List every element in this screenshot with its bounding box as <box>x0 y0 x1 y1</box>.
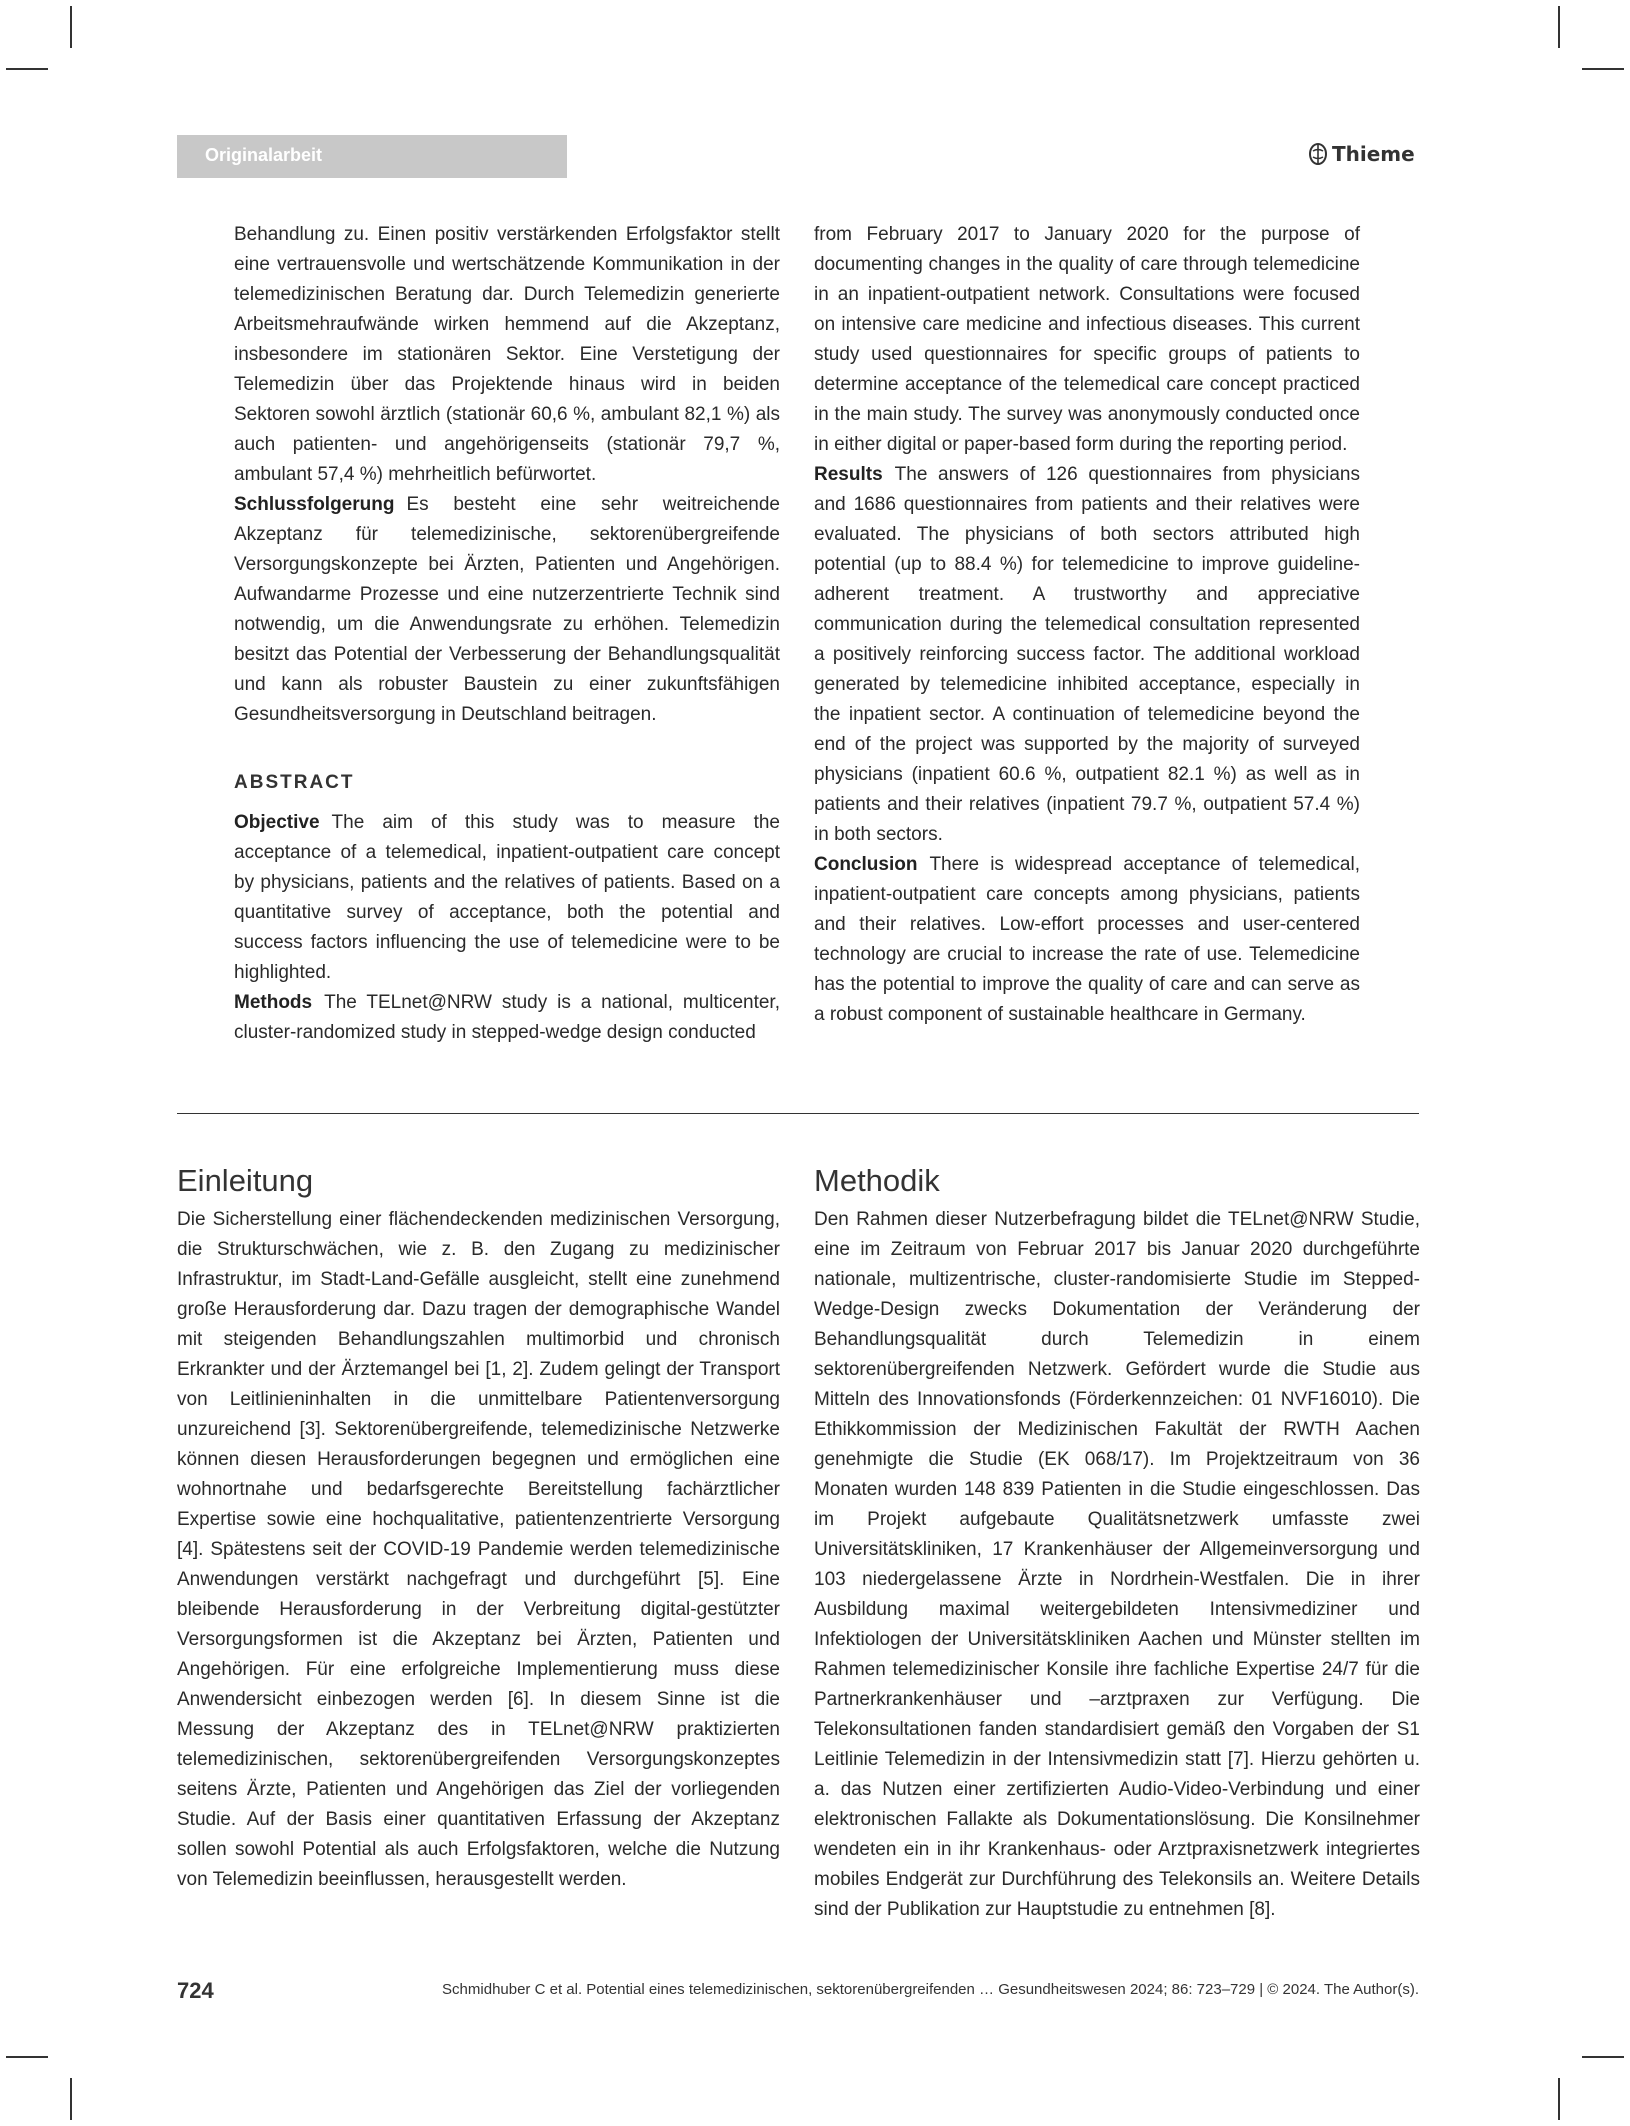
conclusion-text: There is widespread acceptance of telemedical, inpatient-outpatient care concepts among physicians, patients and their relatives. Low-effort processes and user-centered technology are crucial to increase the rate of use. Telemedicine has the potential to improve the quality of care and can serve as a robust component of sustainable healthcare in Germany. <box>814 854 1360 1025</box>
abstract-heading: ABSTRACT <box>234 772 355 793</box>
crop-mark-bottom-left-horizontal <box>6 2056 48 2058</box>
methodik-text: Den Rahmen dieser Nutzerbefragung bildet die TELnet@NRW Studie, eine im Zeitraum von Februar 2017 bis Januar 2020 durchgeführte nationale, multizentrische, cluster-randomisierte Studie im Stepped-Wedge-Design zwecks Dokumentation der Veränderung der Behandlungsqualität durch Telemedizin in einem sektorenübergreifenden Netzwerk. Gefördert wurde die Studie aus Mitteln des Innovationsfonds (Förderkennzeichen: 01 NVF16010). Die Ethikkommission der Medizinischen Fakultät der RWTH Aachen genehmigte die Studie (EK 068/17). Im Projektzeitraum von 36 Monaten wurden 148 839 Patienten in die Studie eingeschlossen. Das im Projekt aufgebaute Qualitätsnetzwerk umfasste zwei Universitätskliniken, 17 Krankenhäuser der Allgemeinversorgung und 103 niedergelassene Ärzte in Nordrhein-Westfalen. Die in ihrer Ausbildung maximal weitergebildeten Intensivmediziner und Infektiologen der Universitätskliniken Aachen und Münster stellten im Rahmen telemedizinischer Konsile ihre fachliche Expertise 24/7 für die Partnerkrankenhäuser und –arztpraxen zur Verfügung. Die Telekonsultationen fanden standardisiert gemäß den Vorgaben der S1 Leitlinie Telemedizin in der Intensivmedizin statt [7]. Hierzu gehörten u. a. das Nutzen einer zertifizierten Audio-Video-Verbindung und einer elektronischen Fallakte als Dokumentationslösung. Die Konsilnehmer wendeten ein in ihr Krankenhaus- oder Arztpraxisnetzwerk integriertes mobiles Endgerät zur Durchführung des Telekonsils an. Weitere Details sind der Publikation zur Hauptstudie zu entnehmen [8]. <box>814 1209 1420 1920</box>
methods-text: The TELnet@NRW study is a national, multicenter, cluster-randomized study in stepped-wedge design conducted <box>234 992 780 1043</box>
einleitung-heading: Einleitung <box>177 1163 314 1198</box>
crop-mark-bottom-right-vertical <box>1558 2078 1560 2120</box>
ergebnisse-continuation: Behandlung zu. Einen positiv verstärkenden Erfolgsfaktor stellt eine vertrauensvolle und wertschätzende Kommunikation in der telemedizinischen Beratung dar. Durch Telemedizin generierte Arbeitsmehraufwände wirken hemmend auf die Akzeptanz, insbesondere im stationären Sektor. Eine Verstetigung der Telemedizin über das Projektende hinaus wird in beiden Sektoren sowohl ärztlich (stationär 60,6 %, ambulant 82,1 %) als auch patienten- und angehörigenseits (stationär 79,7 %, ambulant 57,4 %) mehrheitlich befürwortet. <box>234 224 780 485</box>
publisher-name: Thieme <box>1332 142 1415 166</box>
section-label: Originalarbeit <box>205 145 323 165</box>
schlussfolgerung-paragraph <box>234 490 780 730</box>
schlussfolgerung-label: Schlussfolgerung <box>234 494 395 515</box>
crop-mark-bottom-left-vertical <box>70 2078 72 2120</box>
crop-mark-top-left-horizontal <box>6 68 48 70</box>
section-divider <box>177 1113 1419 1114</box>
schlussfolgerung-text: Es besteht eine sehr weitreichende Akzeptanz für telemedizinische, sektorenübergreifende Versorgungskonzepte bei Ärzten, Patienten und Angehörigen. Aufwandarme Prozesse und eine nutzerzentrierte Technik sind notwendig, um die Anwendungsrate zu erhöhen. Telemedizin besitzt das Potential der Verbesserung der Behandlungsqualität und kann als robuster Baustein zu einer zukunftsfähigen Gesundheitsversorgung in Deutschland beitragen. <box>234 494 780 725</box>
objective-paragraph <box>234 808 780 988</box>
einleitung-text: Die Sicherstellung einer flächendeckenden medizinischen Versorgung, die Strukturschwächen, wie z. B. den Zugang zu medizinischer Infrastruktur, im Stadt-Land-Gefälle ausgleicht, stellt eine zunehmend große Herausforderung dar. Dazu tragen der demographische Wandel mit steigenden Behandlungszahlen multimorbid und chronisch Erkrankter und der Ärztemangel bei [1, 2]. Zudem gelingt der Transport von Leitlinieninhalten in die unmittelbare Patientenversorgung unzureichend [3]. Sektorenübergreifende, telemedizinische Netzwerke können diesen Herausforderungen begegnen und ermöglichen eine wohnortnahe und bedarfsgerechte Bereitstellung fachärztlicher Expertise sowie eine hochqualitative, patientenzentrierte Versorgung [4]. Spätestens seit der COVID-19 Pandemie werden telemedizinische Anwendungen verstärkt nachgefragt und durchgeführt [5]. Eine bleibende Herausforderung in der Verbreitung digital-gestützter Versorgungsformen ist die Akzeptanz bei Ärzten, Patienten und Angehörigen. Für eine erfolgreiche Implementierung muss diese Anwendersicht einbezogen werden [6]. In diesem Sinne ist die Messung der Akzeptanz des in TELnet@NRW praktizierten telemedizinischen, sektorenübergreifenden Versorgungskonzeptes seitens Ärzte, Patienten und Angehörigen das Ziel der vorliegenden Studie. Auf der Basis einer quantitativen Erfassung der Akzeptanz sollen sowohl Potential als auch Erfolgsfaktoren, welche die Nutzung von Telemedizin beeinflussen, herausgestellt werden. <box>177 1209 780 1890</box>
methods-continuation: from February 2017 to January 2020 for the purpose of documenting changes in the quality of care through telemedicine in an inpatient-outpatient network. Consultations were focused on intensive care medicine and infectious diseases. This current study used questionnaires for specific groups of patients to determine acceptance of the telemedical care concept practiced in the main study. The survey was anonymously conducted once in either digital or paper-based form during the reporting period. <box>814 224 1360 455</box>
crop-mark-bottom-right-horizontal <box>1582 2056 1624 2058</box>
methods-label: Methods <box>234 992 313 1013</box>
methods-paragraph <box>234 988 780 1048</box>
crop-mark-top-left-vertical <box>70 6 72 48</box>
methodik-section <box>814 1163 1420 1925</box>
results-text: The answers of 126 questionnaires from physicians and 1686 questionnaires from patients and their relatives were evaluated. The physicians of both sectors attributed high potential (up to 88.4 %) for telemedicine to improve guideline-adherent treatment. A trustworthy and appreciative communication during the telemedical consultation represented a positively reinforcing success factor. The additional workload generated by telemedicine inhibited acceptance, especially in the inpatient sector. A continuation of telemedicine beyond the end of the project was supported by the majority of surveyed physicians (inpatient 60.6 %, outpatient 82.1 %) as well as in patients and their relatives (inpatient 79.7 %, outpatient 57.4 %) in both sectors. <box>814 464 1360 845</box>
footer-citation: Schmidhuber C et al. Potential eines telemedizinischen, sektorenübergreifenden … Gesundheitswesen 2024; 86: 723–729 | © 2024. The Author(s). <box>442 1981 1419 1998</box>
abstract-left-column <box>234 220 780 1048</box>
conclusion-label: Conclusion <box>814 854 918 875</box>
results-label: Results <box>814 464 883 485</box>
objective-text: The aim of this study was to measure the acceptance of a telemedical, inpatient-outpatient care concept by physicians, patients and the relatives of patients. Based on a quantitative survey of acceptance, both the potential and success factors influencing the use of telemedicine were to be highlighted. <box>234 812 780 983</box>
page-number: 724 <box>177 1978 214 2003</box>
crop-mark-top-right-horizontal <box>1582 68 1624 70</box>
conclusion-paragraph <box>814 850 1360 1030</box>
methodik-heading: Methodik <box>814 1163 940 1198</box>
thieme-logo-icon <box>1308 142 1328 166</box>
crop-mark-top-right-vertical <box>1558 6 1560 48</box>
objective-label: Objective <box>234 812 320 833</box>
einleitung-section <box>177 1163 780 1895</box>
results-paragraph <box>814 460 1360 850</box>
publisher-logo <box>1308 142 1415 166</box>
abstract-right-column <box>814 220 1360 1030</box>
